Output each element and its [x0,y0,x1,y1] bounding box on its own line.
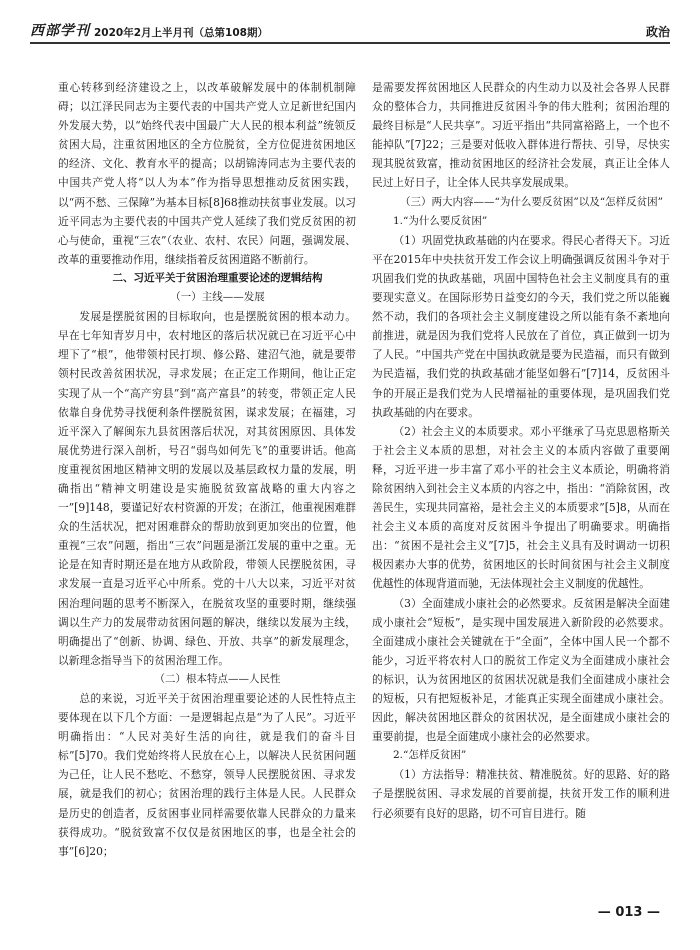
paragraph: （1）方法指导：精准扶贫、精准脱贫。好的思路、好的路子是摆脱贫困、寻求发展的首要前提，扶贫开发工作的顺利进行必须要有良好的思路，切不可盲目进行。随 [372,768,670,820]
right-column [372,78,670,888]
paragraph: 重心转移到经济建设之上，以改革破解发展中的体制机制障碍；以江泽民同志为主要代表的中国共产党人立足新世纪国内外发展大势，以“始终代表中国最广大人民的根本利益”统领反贫困大局，注重贫困地区的全方位脱贫，全方位促进贫困地区的经济、文化、教育水平的提高；以胡锦涛同志为主要代表的中国共产党人将“以人为本”作为指导思想推动反贫困实践，以“两不愁、三保障”为基本目标[8]68推动扶贫事业发展。以习近平同志为主要代表的中国共产党人延续了我们党反贫困的初心与使命，重视“三农”（农业、农村、农民）问题，强调发展、改革的重要推动作用，继续指着反贫困道路不断前行。 [58,81,356,266]
paragraph: （1）巩固党执政基础的内在要求。得民心者得天下。习近平在2015年中央扶贫开发工作会议上明确强调反贫困斗争对于巩固我们党的执政基础，巩固中国特色社会主义制度具有的重要现实意义。在国际形势日益变幻的今天，我们党之所以能巍然不动，我们的各项社会主义制度建设之所以能有条不紊地向前推进，就是因为我们党将人民放在了首位，真正做到一切为了人民。“中国共产党在中国执政就是要为民造福，而只有做到为民造福，我们党的执政基础才能坚如磐石”[7]14，反贫困斗争的开展正是我们党为人民增福祉的重要体现，是巩固我们党执政基础的内在要求。 [372,233,670,419]
topic-heading: 1.“为什么要反贫困” [393,214,488,227]
left-column [58,78,356,888]
paragraph: 发展是摆脱贫困的目标取向，也是摆脱贫困的根本动力。早在七年知青岁月中，农村地区的落后状况就已在习近平心中埋下了“根”，他带领村民打坝、修公路、建沼气池，就是要带领村民改善贫困状况，寻求发展；在正定工作期间，他让正定实现了从一个“高产穷县”到“高产富县”的转变，带领正定人民依靠自身优势寻找便利条件摆脱贫困，谋求发展；在福建，习近平深入了解闽东九县贫困落后状况，对其贫困原因、具体发展优势进行深入剖析，号召“弱鸟如何先飞”的重要讲话。他高度重视贫困地区精神文明的发展以及基层政权力量的发展，明确指出“精神文明建设是实施脱贫致富战略的重大内容之一”[9]148，要谨记好农村资源的开发；在浙江，他重视困难群众的生活状况，把对困难群众的帮助放到更加突出的位置，他重视“三农”问题，指出“三农”问题是浙江发展的重中之重。无论是在知青时期还是在地方从政阶段，带领人民摆脱贫困，寻求发展一直是习近平心中所系。党的十八大以来，习近平对贫困治理问题的思考不断深入，在脱贫攻坚的重要时期，继续强调以生产力的发展带动贫困问题的解决，继续以发展为主线，明确提出了“创新、协调、绿色、开放、共享”的新发展理念，以新理念指导当下的贫困治理工作。 [58,310,356,667]
article-body [58,78,670,888]
issue-info: 2020年2月上半月刊（总第108期） [94,27,268,39]
paragraph: 总的来说，习近平关于贫困治理重要论述的人民性特点主要体现在以下几个方面：一是逻辑起点是“为了人民”。习近平明确指出：“人民对美好生活的向往，就是我们的奋斗目标”[5]70。我们党始终将人民放在心上，以解决人民贫困问题为己任，让人民不愁吃、不愁穿，领导人民摆脱贫困、寻求发展，就是我们的初心；贫困治理的践行主体是人民。人民群众是历史的创造者，反贫困事业同样需要依靠人民群众的力量来获得成功。“脱贫致富不仅仅是贫困地区的事，也是全社会的事”[6]20； [58,692,356,858]
section-label: 政治 [645,25,670,39]
page-header [30,14,670,44]
paragraph: （2）社会主义的本质要求。邓小平继承了马克思恩格斯关于社会主义本质的思想，对社会主义的本质内容做了重要阐释，习近平进一步丰富了邓小平的社会主义本质论，明确将消除贫困纳入到社会主义本质的内容之中，指出：“消除贫困，改善民生，实现共同富裕，是社会主义的本质要求”[5]8，从而在社会主义本质的高度对反贫困斗争提出了明确要求。明确指出：“贫困不是社会主义”[7]5，社会主义具有及时调动一切积极因素办大事的优势，贫困地区的长时间贫困与社会主义制度优越性的体现背道而驰，无法体现社会主义制度的优越性。 [372,424,670,591]
paragraph: 是需要发挥贫困地区人民群众的内生动力以及社会各界人民群众的整体合力，共同推进反贫困斗争的伟大胜利；贫困治理的最终目标是“人民共享”。习近平指出“共同富裕路上，一个也不能掉队”[7]22；三是要对低收入群体进行帮扶、引导，尽快实现其脱贫致富，推动贫困地区的经济社会发展，真正让全体人民过上好日子，让全体人民共享发展成果。 [372,81,670,190]
subsection-heading: （二）根本特点——人民性 [154,672,281,685]
header-left [30,20,268,40]
subsection-heading: （三）两大内容——“为什么要反贫困”以及“怎样反贫困” [400,195,663,208]
journal-logo: 西部学刊 [30,23,90,39]
page-number: — 013 — [597,905,660,920]
section-heading: 二、习近平关于贫困治理重要论述的逻辑结构 [112,271,323,284]
subsection-heading: （一）主线——发展 [170,291,265,304]
paragraph: （3）全面建成小康社会的必然要求。反贫困是解决全面建成小康社会“短板”，是实现中国发展进入新阶段的必然要求。全面建成小康社会关键就在于“全面”，全体中国人民一个都不能少，习近平将农村人口的脱贫工作定义为全面建成小康社会的标识，认为贫困地区的贫困状况就是我们全面建成小康社会的短板，只有把短板补足，才能真正实现全面建成小康社会。因此，解决贫困地区群众的贫困状况，是全面建成小康社会的重要前提，也是全面建成小康社会的必然要求。 [372,596,670,744]
topic-heading: 2.“怎样反贫困” [393,749,467,762]
